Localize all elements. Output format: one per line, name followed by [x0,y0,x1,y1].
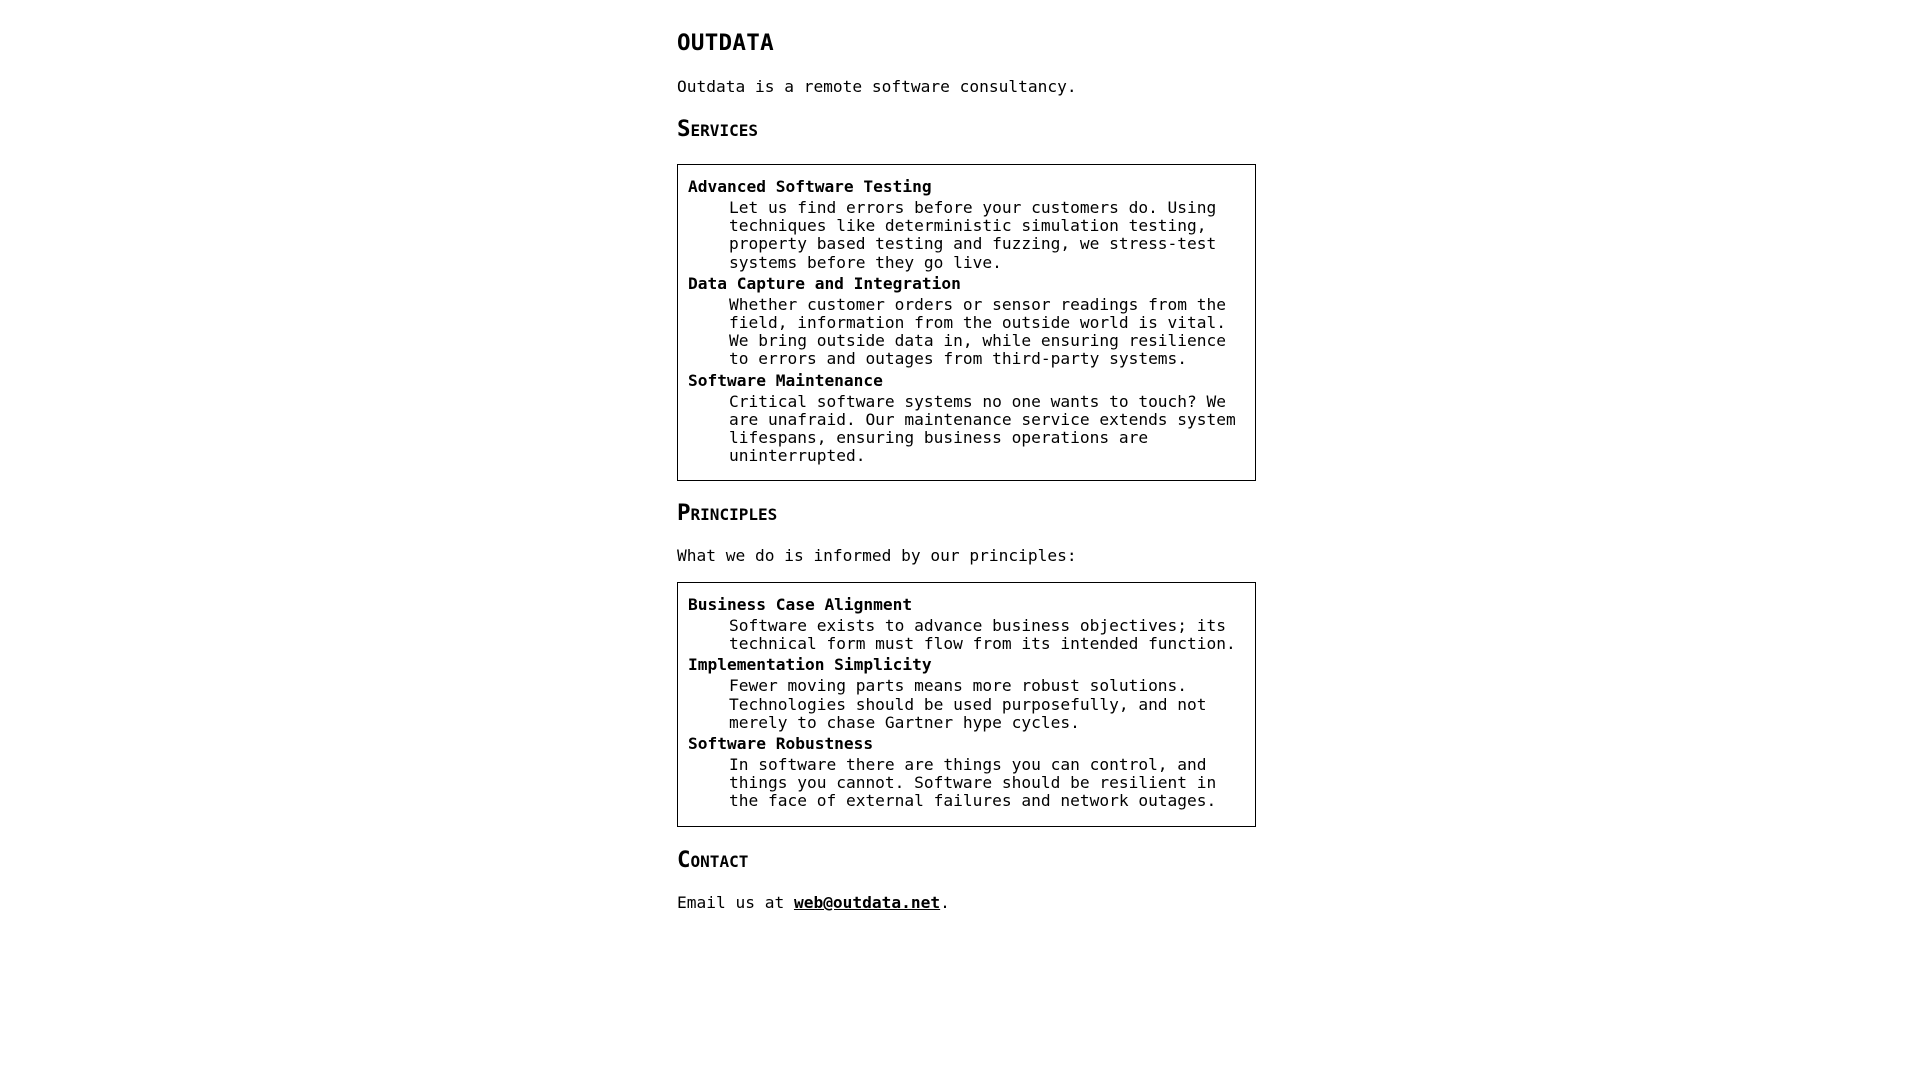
principle-description-simplicity: Fewer moving parts means more robust solutions. Technologies should be used purposefully, and not merely to chase Gartner hype cycles. [729,676,1207,732]
service-term-maintenance: Software Maintenance [688,370,883,390]
principle-description-robustness: In software there are things you can control, and things you cannot. Software should be resilient in the face of external failures and network outages. [729,755,1217,811]
service-description-data-capture: Whether customer orders or sensor readings from the field, information from the outside world is vital. We bring outside data in, while ensuring resilience to errors and outages from third-party systems. [729,294,1227,369]
principle-term-simplicity: Implementation Simplicity [688,655,932,675]
service-term-data-capture: Data Capture and Integration [688,273,961,293]
principles-intro: What we do is informed by our principles: [677,546,1077,565]
principles-box [677,582,1256,827]
contact-line [677,893,950,913]
site-tagline: Outdata is a remote software consultancy. [677,77,1077,96]
site-title: OUTDATA [677,30,774,56]
contact-text-before: Email us at [677,893,794,912]
contact-heading: Contact [677,847,749,873]
contact-text-after: . [940,893,950,912]
principle-term-alignment: Business Case Alignment [688,595,913,614]
service-description-maintenance: Critical software systems no one wants to touch? We are unafraid. Our maintenance service extends system lifespans, ensuring business operations are uninterrupted. [729,391,1236,466]
email-link[interactable]: web@outdata.net [793,893,941,912]
services-list [688,177,1245,465]
principles-heading: Principles [677,500,778,526]
service-description-testing: Let us find errors before your customers do. Using techniques like deterministic simulation testing, property based testing and fuzzing, we stress-test systems before they go live. [729,198,1217,272]
principle-term-robustness: Software Robustness [688,734,874,754]
principles-list [688,595,1245,811]
service-term-testing: Advanced Software Testing [688,177,932,196]
principle-description-alignment: Software exists to advance business objectives; its technical form must flow from its intended function. [729,616,1236,654]
services-heading: Services [677,116,758,142]
services-box [677,164,1256,481]
